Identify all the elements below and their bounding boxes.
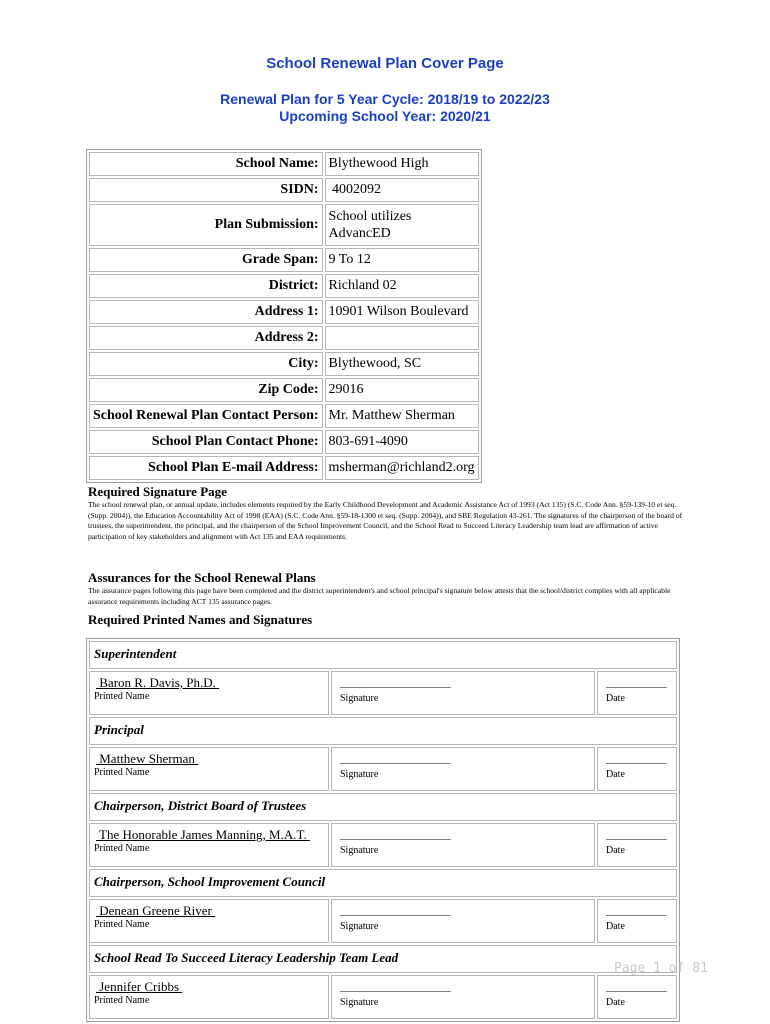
signature-row <box>89 747 677 791</box>
role-board-chair: Chairperson, District Board of Trustees <box>89 793 677 821</box>
signature-page-heading: Required Signature Page <box>88 484 227 499</box>
info-row-contact-phone <box>89 430 479 454</box>
date-line: ____________ <box>606 753 666 765</box>
signature-field[interactable] <box>331 671 595 715</box>
date-label: Date <box>606 921 625 932</box>
info-value <box>325 326 479 350</box>
info-label: Grade Span: <box>89 248 323 272</box>
info-label: Zip Code: <box>89 378 323 402</box>
info-value: Blythewood, SC <box>325 352 479 376</box>
date-line: ____________ <box>606 905 666 917</box>
printed-name: Denean Greene River <box>96 903 216 918</box>
info-value: 10901 Wilson Boulevard <box>325 300 479 324</box>
printed-name-cell <box>89 975 329 1019</box>
info-label: District: <box>89 274 323 298</box>
upcoming-year-subtitle: Upcoming School Year: 2020/21 <box>279 108 491 124</box>
info-value: 4002092 <box>325 178 479 202</box>
role-superintendent: Superintendent <box>89 641 677 669</box>
info-label: Address 1: <box>89 300 323 324</box>
role-literacy-lead: School Read To Succeed Literacy Leadership Team Lead <box>89 945 677 973</box>
info-value: Blythewood High <box>325 152 479 176</box>
signature-line: ______________________ <box>340 905 450 917</box>
date-line: ____________ <box>606 829 666 841</box>
signature-label: Signature <box>340 921 379 932</box>
role-principal: Principal <box>89 717 677 745</box>
info-row-email <box>89 456 479 480</box>
info-value: 9 To 12 <box>325 248 479 272</box>
printed-name-cell <box>89 899 329 943</box>
info-row-plan-submission <box>89 204 479 246</box>
signature-table <box>86 638 680 1022</box>
printed-name-cell <box>89 823 329 867</box>
date-line: ____________ <box>606 981 666 993</box>
signature-row <box>89 823 677 867</box>
printed-name-label: Printed Name <box>94 995 150 1006</box>
assurances-heading: Assurances for the School Renewal Plans <box>88 570 316 585</box>
date-label: Date <box>606 769 625 780</box>
date-line: ____________ <box>606 677 666 689</box>
printed-name-label: Printed Name <box>94 843 150 854</box>
signature-line: ______________________ <box>340 677 450 689</box>
info-label: SIDN: <box>89 178 323 202</box>
info-row-district <box>89 274 479 298</box>
date-field[interactable] <box>597 899 677 943</box>
info-label: School Name: <box>89 152 323 176</box>
signature-page-text: The school renewal plan, or annual update, includes elements required by the Early Childhood Development and Academic Assistance Act of 1993 (Act 135) (S.C. Code Ann. §59-139-10 et seq. (Supp. 2004)), the Education Accountability Act of 1998 (EAA) (S.C. Code Ann. §59-18-1300 et seq. (Supp. 2004)), and SBE Regulation 43-261. The signatures of the chairperson of the board of trustees, the superintendent, the principal, and the chairperson of the School Improvement Council, and the School Read to Succeed Literacy Leadership team lead are affirmation of active participation of key stakeholders and alignment with Act 135 and EAA requirements. <box>88 500 683 541</box>
printed-name-label: Printed Name <box>94 919 150 930</box>
info-label: School Plan E-mail Address: <box>89 456 323 480</box>
printed-name-label: Printed Name <box>94 767 150 778</box>
info-value: msherman@richland2.org <box>325 456 479 480</box>
info-value: Mr. Matthew Sherman <box>325 404 479 428</box>
info-label: School Plan Contact Phone: <box>89 430 323 454</box>
signature-line: ______________________ <box>340 829 450 841</box>
info-label: School Renewal Plan Contact Person: <box>89 404 323 428</box>
printed-name-label: Printed Name <box>94 691 150 702</box>
signature-field[interactable] <box>331 899 595 943</box>
printed-names-heading: Required Printed Names and Signatures <box>88 612 313 627</box>
signature-field[interactable] <box>331 823 595 867</box>
school-info-table <box>86 149 482 483</box>
info-row-city <box>89 352 479 376</box>
signature-field[interactable] <box>331 975 595 1019</box>
signature-row <box>89 899 677 943</box>
info-row-zip <box>89 378 479 402</box>
info-row-school-name <box>89 152 479 176</box>
signature-line: ______________________ <box>340 753 450 765</box>
info-value: Richland 02 <box>325 274 479 298</box>
signature-label: Signature <box>340 693 379 704</box>
signature-label: Signature <box>340 845 379 856</box>
info-value: School utilizes AdvancED <box>325 204 479 246</box>
info-value: 803-691-4090 <box>325 430 479 454</box>
signature-label: Signature <box>340 997 379 1008</box>
info-row-address-1 <box>89 300 479 324</box>
signature-label: Signature <box>340 769 379 780</box>
printed-name: Jennifer Cribbs <box>96 979 183 994</box>
signature-row <box>89 671 677 715</box>
info-value: 29016 <box>325 378 479 402</box>
page-number: Page 1 of 81 <box>614 961 708 976</box>
printed-name: Baron R. Davis, Ph.D. <box>96 675 220 690</box>
info-label: Plan Submission: <box>89 204 323 246</box>
date-field[interactable] <box>597 671 677 715</box>
date-label: Date <box>606 845 625 856</box>
printed-name: The Honorable James Manning, M.A.T. <box>96 827 310 842</box>
info-label: Address 2: <box>89 326 323 350</box>
info-row-contact-person <box>89 404 479 428</box>
date-label: Date <box>606 997 625 1008</box>
assurances-text: The assurance pages following this page have been completed and the district superintendent's and school principal's signature below attests that the school/district complies with all applicable assurance requirements including ACT 135 assurance pages. <box>88 586 671 606</box>
role-sic-chair: Chairperson, School Improvement Council <box>89 869 677 897</box>
printed-name-cell <box>89 747 329 791</box>
date-field[interactable] <box>597 747 677 791</box>
signature-field[interactable] <box>331 747 595 791</box>
printed-name: Matthew Sherman <box>96 751 199 766</box>
date-label: Date <box>606 693 625 704</box>
date-field[interactable] <box>597 975 677 1019</box>
page-title: School Renewal Plan Cover Page <box>266 55 504 72</box>
info-label: City: <box>89 352 323 376</box>
info-row-grade-span <box>89 248 479 272</box>
printed-name-cell <box>89 671 329 715</box>
info-row-sidn <box>89 178 479 202</box>
signature-row <box>89 975 677 1019</box>
info-row-address-2 <box>89 326 479 350</box>
renewal-cycle-subtitle: Renewal Plan for 5 Year Cycle: 2018/19 to 2022/23 <box>220 91 550 107</box>
date-field[interactable] <box>597 823 677 867</box>
signature-line: ______________________ <box>340 981 450 993</box>
